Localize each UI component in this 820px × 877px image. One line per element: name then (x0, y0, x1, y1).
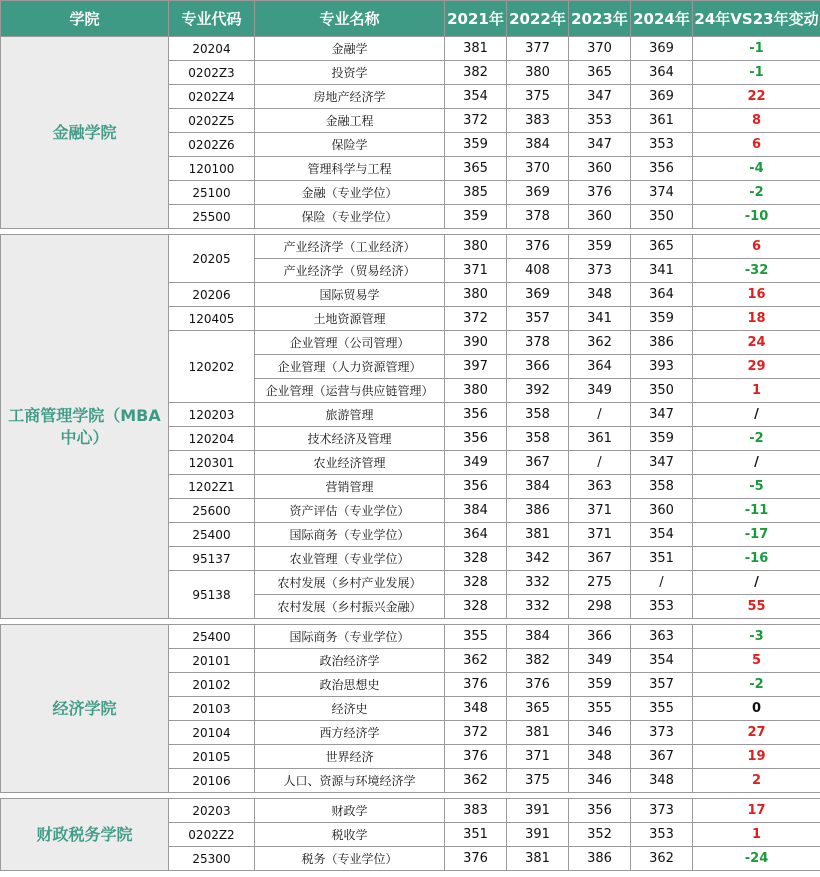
major-code-cell: 20102 (169, 673, 255, 697)
score-2021-cell: 380 (445, 379, 507, 403)
score-2023-cell: 370 (569, 37, 631, 61)
score-2023-cell: 349 (569, 379, 631, 403)
score-2022-cell: 365 (507, 697, 569, 721)
score-2022-cell: 382 (507, 649, 569, 673)
score-2021-cell: 382 (445, 61, 507, 85)
score-2024-cell: 393 (631, 355, 693, 379)
score-2021-cell: 362 (445, 769, 507, 793)
table-row (1, 799, 820, 823)
change-cell: 18 (693, 307, 820, 331)
major-code-cell: 0202Z3 (169, 61, 255, 85)
change-cell: 5 (693, 649, 820, 673)
score-2021-cell: 371 (445, 259, 507, 283)
score-2021-cell: 364 (445, 523, 507, 547)
score-2024-cell: 358 (631, 475, 693, 499)
major-code-cell: 0202Z4 (169, 85, 255, 109)
score-2024-cell: 359 (631, 427, 693, 451)
score-2023-cell: 348 (569, 283, 631, 307)
score-2022-cell: 376 (507, 673, 569, 697)
score-2024-cell: 369 (631, 37, 693, 61)
major-code-cell: 25500 (169, 205, 255, 229)
change-cell: 6 (693, 133, 820, 157)
score-2024-cell: 362 (631, 847, 693, 871)
score-2024-cell: 363 (631, 625, 693, 649)
score-2021-cell: 356 (445, 403, 507, 427)
header-2023: 2023年 (569, 1, 631, 37)
score-2022-cell: 384 (507, 625, 569, 649)
major-name-cell: 营销管理 (255, 475, 445, 499)
major-code-cell: 25400 (169, 523, 255, 547)
major-code-cell: 25600 (169, 499, 255, 523)
score-2023-cell: 386 (569, 847, 631, 871)
score-2022-cell: 369 (507, 181, 569, 205)
major-code-cell: 25100 (169, 181, 255, 205)
major-name-cell: 技术经济及管理 (255, 427, 445, 451)
score-2023-cell: 371 (569, 499, 631, 523)
college-cell: 财政税务学院 (1, 799, 169, 871)
score-2023-cell: 367 (569, 547, 631, 571)
score-2021-cell: 365 (445, 157, 507, 181)
major-name-cell: 人口、资源与环境经济学 (255, 769, 445, 793)
major-name-cell: 国际商务（专业学位） (255, 523, 445, 547)
score-2021-cell: 383 (445, 799, 507, 823)
score-2024-cell: 373 (631, 799, 693, 823)
score-2024-cell: 365 (631, 235, 693, 259)
major-name-cell: 企业管理（运营与供应链管理） (255, 379, 445, 403)
change-cell: -2 (693, 673, 820, 697)
table-body (1, 37, 820, 871)
score-2024-cell: 347 (631, 451, 693, 475)
table-row (1, 37, 820, 61)
score-2024-cell: 360 (631, 499, 693, 523)
score-2022-cell: 384 (507, 133, 569, 157)
major-name-cell: 产业经济学（工业经济） (255, 235, 445, 259)
table-row (1, 235, 820, 259)
score-2023-cell: 362 (569, 331, 631, 355)
score-2023-cell: 356 (569, 799, 631, 823)
score-2023-cell: 275 (569, 571, 631, 595)
score-2024-cell: 354 (631, 523, 693, 547)
header-2022: 2022年 (507, 1, 569, 37)
major-code-cell: 20105 (169, 745, 255, 769)
change-cell: -10 (693, 205, 820, 229)
score-2024-cell: / (631, 571, 693, 595)
score-2022-cell: 381 (507, 523, 569, 547)
score-2023-cell: 341 (569, 307, 631, 331)
score-2023-cell: / (569, 451, 631, 475)
major-name-cell: 旅游管理 (255, 403, 445, 427)
major-name-cell: 财政学 (255, 799, 445, 823)
change-cell: -4 (693, 157, 820, 181)
score-2023-cell: / (569, 403, 631, 427)
change-cell: / (693, 403, 820, 427)
score-2021-cell: 354 (445, 85, 507, 109)
score-2024-cell: 359 (631, 307, 693, 331)
score-2022-cell: 391 (507, 823, 569, 847)
score-2023-cell: 364 (569, 355, 631, 379)
score-2022-cell: 378 (507, 331, 569, 355)
major-name-cell: 金融学 (255, 37, 445, 61)
score-2022-cell: 371 (507, 745, 569, 769)
score-2024-cell: 354 (631, 649, 693, 673)
score-2022-cell: 381 (507, 847, 569, 871)
score-2021-cell: 380 (445, 283, 507, 307)
change-cell: 55 (693, 595, 820, 619)
score-2021-cell: 384 (445, 499, 507, 523)
score-2024-cell: 348 (631, 769, 693, 793)
score-2022-cell: 358 (507, 427, 569, 451)
score-2023-cell: 346 (569, 769, 631, 793)
score-2022-cell: 375 (507, 85, 569, 109)
score-2023-cell: 366 (569, 625, 631, 649)
change-cell: -11 (693, 499, 820, 523)
score-2023-cell: 352 (569, 823, 631, 847)
score-2023-cell: 298 (569, 595, 631, 619)
major-name-cell: 国际商务（专业学位） (255, 625, 445, 649)
table-header (1, 1, 820, 37)
score-2022-cell: 357 (507, 307, 569, 331)
score-2022-cell: 358 (507, 403, 569, 427)
score-2022-cell: 332 (507, 571, 569, 595)
score-2024-cell: 355 (631, 697, 693, 721)
score-2022-cell: 367 (507, 451, 569, 475)
header-major-name: 专业名称 (255, 1, 445, 37)
score-2024-cell: 353 (631, 595, 693, 619)
score-2024-cell: 341 (631, 259, 693, 283)
major-name-cell: 农业管理（专业学位） (255, 547, 445, 571)
score-2023-cell: 360 (569, 205, 631, 229)
change-cell: / (693, 451, 820, 475)
score-2024-cell: 353 (631, 133, 693, 157)
score-2022-cell: 376 (507, 235, 569, 259)
score-2022-cell: 380 (507, 61, 569, 85)
major-name-cell: 金融工程 (255, 109, 445, 133)
score-2021-cell: 372 (445, 721, 507, 745)
major-code-cell: 120301 (169, 451, 255, 475)
major-name-cell: 企业管理（人力资源管理） (255, 355, 445, 379)
major-code-cell: 0202Z6 (169, 133, 255, 157)
major-name-cell: 税务（专业学位） (255, 847, 445, 871)
major-code-cell: 120203 (169, 403, 255, 427)
score-2021-cell: 376 (445, 745, 507, 769)
college-cell: 经济学院 (1, 625, 169, 793)
major-code-cell: 0202Z5 (169, 109, 255, 133)
score-2021-cell: 376 (445, 673, 507, 697)
major-name-cell: 房地产经济学 (255, 85, 445, 109)
score-2024-cell: 361 (631, 109, 693, 133)
change-cell: -32 (693, 259, 820, 283)
score-2023-cell: 371 (569, 523, 631, 547)
major-name-cell: 管理科学与工程 (255, 157, 445, 181)
score-2022-cell: 378 (507, 205, 569, 229)
header-change: 24年VS23年变动 (693, 1, 820, 37)
major-name-cell: 农村发展（乡村振兴金融） (255, 595, 445, 619)
score-2023-cell: 359 (569, 673, 631, 697)
major-code-cell: 20204 (169, 37, 255, 61)
major-name-cell: 世界经济 (255, 745, 445, 769)
score-2022-cell: 392 (507, 379, 569, 403)
score-2022-cell: 391 (507, 799, 569, 823)
change-cell: -24 (693, 847, 820, 871)
score-2022-cell: 383 (507, 109, 569, 133)
score-2024-cell: 373 (631, 721, 693, 745)
change-cell: 8 (693, 109, 820, 133)
major-code-cell: 20205 (169, 235, 255, 283)
score-2023-cell: 373 (569, 259, 631, 283)
change-cell: 1 (693, 379, 820, 403)
major-name-cell: 产业经济学（贸易经济） (255, 259, 445, 283)
score-2022-cell: 381 (507, 721, 569, 745)
change-cell: -1 (693, 37, 820, 61)
score-2023-cell: 376 (569, 181, 631, 205)
major-code-cell: 25300 (169, 847, 255, 871)
major-code-cell: 120202 (169, 331, 255, 403)
header-2021: 2021年 (445, 1, 507, 37)
major-name-cell: 资产评估（专业学位） (255, 499, 445, 523)
change-cell: 2 (693, 769, 820, 793)
score-2021-cell: 397 (445, 355, 507, 379)
score-2023-cell: 365 (569, 61, 631, 85)
major-name-cell: 农业经济管理 (255, 451, 445, 475)
score-2022-cell: 408 (507, 259, 569, 283)
score-2024-cell: 353 (631, 823, 693, 847)
major-name-cell: 保险学 (255, 133, 445, 157)
score-2023-cell: 360 (569, 157, 631, 181)
change-cell: 27 (693, 721, 820, 745)
score-2021-cell: 380 (445, 235, 507, 259)
score-2022-cell: 332 (507, 595, 569, 619)
change-cell: 24 (693, 331, 820, 355)
major-code-cell: 120204 (169, 427, 255, 451)
header-2024: 2024年 (631, 1, 693, 37)
score-2024-cell: 364 (631, 283, 693, 307)
major-name-cell: 政治思想史 (255, 673, 445, 697)
score-2022-cell: 342 (507, 547, 569, 571)
score-2021-cell: 356 (445, 475, 507, 499)
change-cell: / (693, 571, 820, 595)
score-2021-cell: 356 (445, 427, 507, 451)
score-2023-cell: 349 (569, 649, 631, 673)
change-cell: 6 (693, 235, 820, 259)
score-2022-cell: 386 (507, 499, 569, 523)
score-2021-cell: 385 (445, 181, 507, 205)
major-code-cell: 20103 (169, 697, 255, 721)
change-cell: 19 (693, 745, 820, 769)
score-2021-cell: 355 (445, 625, 507, 649)
score-2021-cell: 348 (445, 697, 507, 721)
score-2021-cell: 372 (445, 109, 507, 133)
score-2024-cell: 367 (631, 745, 693, 769)
major-code-cell: 0202Z2 (169, 823, 255, 847)
score-2023-cell: 347 (569, 133, 631, 157)
change-cell: -3 (693, 625, 820, 649)
major-name-cell: 保险（专业学位） (255, 205, 445, 229)
change-cell: 1 (693, 823, 820, 847)
major-code-cell: 1202Z1 (169, 475, 255, 499)
change-cell: 22 (693, 85, 820, 109)
score-2021-cell: 359 (445, 205, 507, 229)
change-cell: -16 (693, 547, 820, 571)
score-2023-cell: 348 (569, 745, 631, 769)
major-code-cell: 25400 (169, 625, 255, 649)
score-2022-cell: 377 (507, 37, 569, 61)
major-name-cell: 政治经济学 (255, 649, 445, 673)
change-cell: 29 (693, 355, 820, 379)
score-2024-cell: 386 (631, 331, 693, 355)
college-cell: 金融学院 (1, 37, 169, 229)
score-2021-cell: 328 (445, 547, 507, 571)
score-2021-cell: 328 (445, 595, 507, 619)
score-2021-cell: 390 (445, 331, 507, 355)
score-2024-cell: 350 (631, 205, 693, 229)
score-2021-cell: 372 (445, 307, 507, 331)
change-cell: -2 (693, 427, 820, 451)
score-2024-cell: 347 (631, 403, 693, 427)
college-cell: 工商管理学院（MBA中心） (1, 235, 169, 619)
score-2024-cell: 364 (631, 61, 693, 85)
score-2024-cell: 350 (631, 379, 693, 403)
score-2023-cell: 346 (569, 721, 631, 745)
score-2022-cell: 375 (507, 769, 569, 793)
header-college: 学院 (1, 1, 169, 37)
major-name-cell: 西方经济学 (255, 721, 445, 745)
score-2024-cell: 357 (631, 673, 693, 697)
major-name-cell: 土地资源管理 (255, 307, 445, 331)
major-code-cell: 95137 (169, 547, 255, 571)
score-2024-cell: 369 (631, 85, 693, 109)
score-2023-cell: 347 (569, 85, 631, 109)
score-2024-cell: 374 (631, 181, 693, 205)
score-2021-cell: 362 (445, 649, 507, 673)
score-2022-cell: 370 (507, 157, 569, 181)
table-row (1, 625, 820, 649)
score-2023-cell: 359 (569, 235, 631, 259)
major-name-cell: 税收学 (255, 823, 445, 847)
score-2022-cell: 369 (507, 283, 569, 307)
major-code-cell: 20203 (169, 799, 255, 823)
major-code-cell: 120405 (169, 307, 255, 331)
score-2023-cell: 363 (569, 475, 631, 499)
header-major-code: 专业代码 (169, 1, 255, 37)
major-code-cell: 20101 (169, 649, 255, 673)
score-2022-cell: 366 (507, 355, 569, 379)
score-2024-cell: 351 (631, 547, 693, 571)
score-2021-cell: 376 (445, 847, 507, 871)
score-2023-cell: 361 (569, 427, 631, 451)
score-2021-cell: 359 (445, 133, 507, 157)
change-cell: 16 (693, 283, 820, 307)
score-2021-cell: 381 (445, 37, 507, 61)
change-cell: 0 (693, 697, 820, 721)
major-name-cell: 金融（专业学位） (255, 181, 445, 205)
major-code-cell: 20206 (169, 283, 255, 307)
major-code-cell: 20104 (169, 721, 255, 745)
change-cell: -1 (693, 61, 820, 85)
major-code-cell: 120100 (169, 157, 255, 181)
score-2021-cell: 328 (445, 571, 507, 595)
score-2023-cell: 353 (569, 109, 631, 133)
major-name-cell: 国际贸易学 (255, 283, 445, 307)
major-name-cell: 农村发展（乡村产业发展） (255, 571, 445, 595)
change-cell: -5 (693, 475, 820, 499)
major-code-cell: 95138 (169, 571, 255, 619)
score-2021-cell: 351 (445, 823, 507, 847)
score-2023-cell: 355 (569, 697, 631, 721)
change-cell: 17 (693, 799, 820, 823)
major-name-cell: 投资学 (255, 61, 445, 85)
major-name-cell: 企业管理（公司管理） (255, 331, 445, 355)
major-name-cell: 经济史 (255, 697, 445, 721)
major-code-cell: 20106 (169, 769, 255, 793)
score-2021-cell: 349 (445, 451, 507, 475)
change-cell: -17 (693, 523, 820, 547)
change-cell: -2 (693, 181, 820, 205)
score-2022-cell: 384 (507, 475, 569, 499)
score-2024-cell: 356 (631, 157, 693, 181)
